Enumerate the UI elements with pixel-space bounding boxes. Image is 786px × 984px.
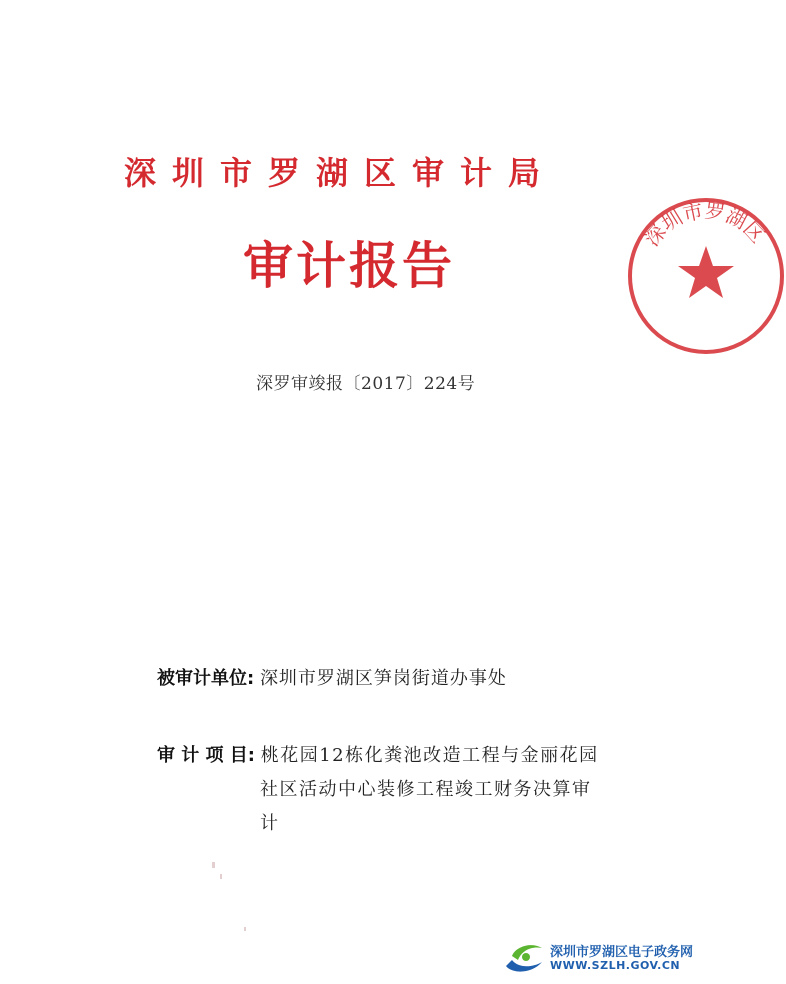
seal-star-icon — [678, 246, 734, 298]
report-title: 审计报告 — [243, 237, 455, 295]
audit-project-row — [157, 741, 599, 767]
seal-text: 深圳市罗湖区 — [639, 198, 770, 251]
audit-project-line-1: 桃花园12栋化粪池改造工程与金丽花园 — [260, 745, 599, 766]
document-number: 深罗审竣报〔2017〕224号 — [256, 374, 476, 394]
agency-title: 深圳市罗湖区审计局 — [124, 154, 557, 192]
audit-project-line-2: 社区活动中心装修工程竣工财务决算审 — [260, 779, 592, 800]
site-watermark — [500, 938, 705, 978]
site-url: WWW.SZLH.GOV.CN — [550, 959, 681, 972]
official-seal-icon — [626, 196, 786, 356]
audited-unit-row — [157, 664, 507, 690]
scan-speck — [212, 862, 215, 868]
audited-unit-value: 深圳市罗湖区笋岗街道办事处 — [259, 668, 507, 689]
audited-unit-label: 被审计单位: — [157, 668, 255, 689]
audit-project-line-3: 计 — [260, 813, 280, 834]
scan-speck — [220, 874, 222, 879]
site-name: 深圳市罗湖区电子政务网 — [550, 945, 694, 960]
site-logo-icon — [502, 940, 546, 976]
scan-speck — [244, 927, 246, 931]
audit-project-label: 审 计 项 目: — [157, 745, 255, 766]
